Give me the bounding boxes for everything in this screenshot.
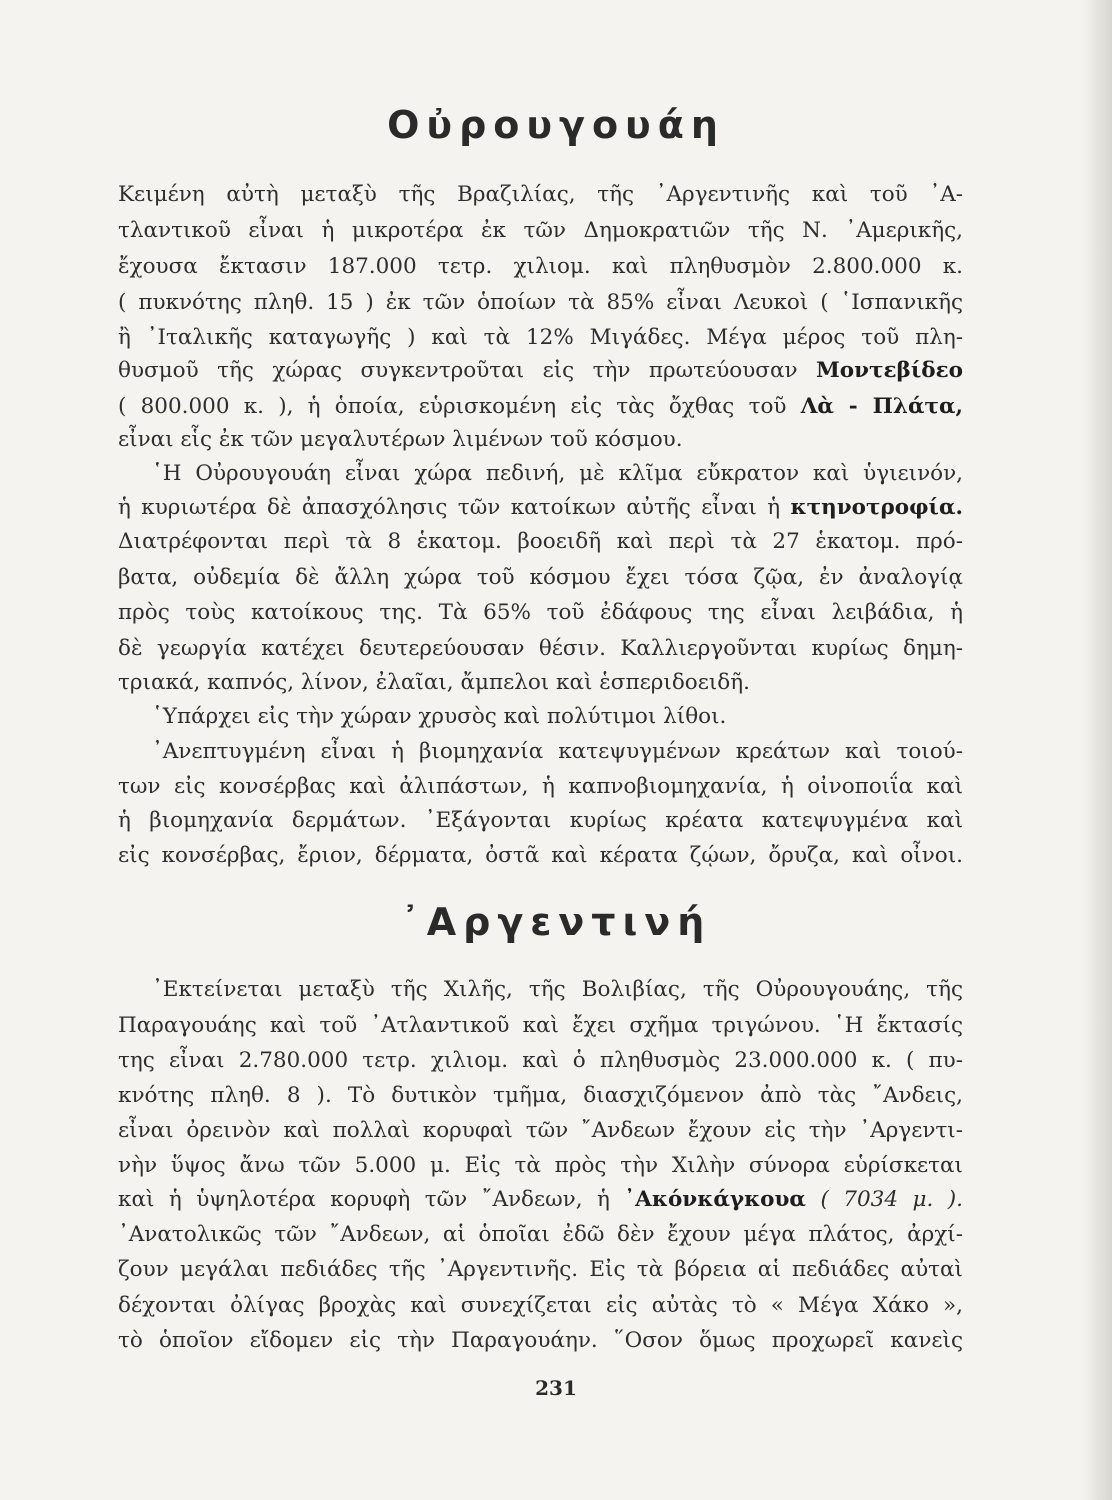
body-line: της εἶναι 2.780.000 τετρ. χιλιομ. καὶ ὁ πληθυσμὸς 23.000.000 κ. ( πυ-	[118, 1048, 963, 1073]
body-line: δέχονται ὀλίγας βροχὰς καὶ συνεχίζεται εἰς αὐτὰς τὸ « Μέγα Χάκο »,	[118, 1293, 963, 1318]
body-line: ζουν μεγάλαι πεδιάδες τῆς ᾿Αργεντινῆς. Εἰς τὰ βόρεια αἱ πεδιάδες αὐταὶ	[118, 1257, 963, 1282]
body-line: τλαντικοῦ εἶναι ἡ μικροτέρα ἐκ τῶν Δημοκρατιῶν τῆς Ν. ᾿Αμερικῆς,	[118, 218, 963, 243]
body-line: ῾Η Οὐρουγουάη εἶναι χώρα πεδινή, μὲ κλῖμα εὔκρατον καὶ ὑγιεινόν,	[152, 461, 963, 486]
body-line: Κειμένη αὐτὴ μεταξὺ τῆς Βραζιλίας, τῆς ᾿Αργεντινῆς καὶ τοῦ ᾿Α-	[118, 182, 963, 207]
body-line: Παραγουάης καὶ τοῦ ᾿Ατλαντικοῦ καὶ ἔχει σχῆμα τριγώνου. ῾Η ἔκτασίς	[118, 1013, 963, 1038]
body-line: Διατρέφονται περὶ τὰ 8 ἑκατομ. βοοειδῆ καὶ περὶ τὰ 27 ἑκατομ. πρό-	[118, 529, 963, 554]
body-line: εἶναι ὀρεινὸν καὶ πολλαὶ κορυφαὶ τῶν ῎Ανδεων ἔχουν εἰς τὴν ᾿Αργεντι-	[118, 1118, 963, 1143]
body-line: ᾿Ανεπτυγμένη εἶναι ἡ βιομηχανία κατεψυγμένων κρεάτων καὶ τοιού-	[152, 739, 963, 764]
body-line: τριακά, καπνός, λίνον, ἐλαῖαι, ἄμπελοι καὶ ἑσπεριδοειδῆ.	[118, 670, 750, 695]
page-edge-shadow	[1082, 0, 1112, 1500]
body-line: ( πυκνότης πληθ. 15 ) ἐκ τῶν ὁποίων τὰ 85% εἶναι Λευκοὶ ( ῾Ισπανικῆς	[118, 290, 963, 315]
body-line: πρὸς τοὺς κατοίκους της. Τὰ 65% τοῦ ἐδάφους της εἶναι λειβάδια, ἡ	[118, 600, 963, 625]
heading-uruguay: Οὐρουγουάη	[387, 103, 725, 147]
body-line: νὴν ὕψος ἄνω τῶν 5.000 μ. Εἰς τὰ πρὸς τὴν Χιλὴν σύνορα εὑρίσκεται	[118, 1153, 963, 1178]
body-line: ἡ κυριωτέρα δὲ ἀπασχόλησις τῶν κατοίκων αὐτῆς εἶναι ἡ κτηνοτροφία.	[118, 495, 963, 520]
body-line: ῾Υπάρχει εἰς τὴν χώραν χρυσὸς καὶ πολύτιμοι λίθοι.	[152, 704, 727, 729]
page-number: 231	[535, 1376, 577, 1400]
body-line: των εἰς κονσέρβας καὶ ἀλιπάστων, ἡ καπνοβιομηχανία, ἡ οἰνοποιΐα καὶ	[118, 774, 963, 799]
body-line: κνότης πληθ. 8 ). Τὸ δυτικὸν τμῆμα, διασχιζόμενον ἀπὸ τὰς ῎Ανδεις,	[118, 1083, 963, 1108]
bold-term: ᾿Ακόνκάγκουα	[624, 1187, 806, 1212]
body-line: καὶ ἡ ὑψηλοτέρα κορυφὴ τῶν ῎Ανδεων, ἡ ᾿Ακόνκάγκουα ( 7034 μ. ).	[118, 1187, 963, 1212]
body-line: ἔχουσα ἔκτασιν 187.000 τετρ. χιλιομ. καὶ πληθυσμὸν 2.800.000 κ.	[118, 254, 963, 279]
bold-term: Λὰ - Πλάτα,	[800, 394, 963, 419]
bold-term: Μοντεβίδεο	[815, 358, 963, 383]
body-line: θυσμοῦ τῆς χώρας συγκεντροῦται εἰς τὴν πρωτεύουσαν Μοντεβίδεο	[118, 358, 963, 383]
heading-argentina: ᾿Αργεντινή	[400, 900, 712, 944]
body-line: ᾿Ανατολικῶς τῶν ῎Ανδεων, αἱ ὁποῖαι ἐδῶ δὲν ἔχουν μέγα πλάτος, ἀρχί-	[118, 1222, 963, 1247]
body-line: ἡ βιομηχανία δερμάτων. ᾿Εξάγονται κυρίως κρέατα κατεψυγμένα καὶ	[118, 808, 963, 833]
body-line: εἰς κονσέρβας, ἔριον, δέρματα, ὀστᾶ καὶ κέρατα ζῴων, ὄρυζα, καὶ οἶνοι.	[118, 843, 963, 868]
body-line: εἶναι εἷς ἐκ τῶν μεγαλυτέρων λιμένων τοῦ κόσμου.	[118, 427, 683, 452]
body-line: βατα, οὐδεμία δὲ ἄλλη χώρα τοῦ κόσμου ἔχει τόσα ζῷα, ἐν ἀναλογίᾳ	[118, 565, 963, 590]
body-line: ᾿Εκτείνεται μεταξὺ τῆς Χιλῆς, τῆς Βολιβίας, τῆς Οὐρουγουάης, τῆς	[152, 977, 963, 1002]
body-line: δὲ γεωργία κατέχει δευτερεύουσαν θέσιν. Καλλιεργοῦνται κυρίως δημη-	[118, 636, 963, 661]
body-line: ( 800.000 κ. ), ἡ ὁποία, εὑρισκομένη εἰς τὰς ὄχθας τοῦ Λὰ - Πλάτα,	[118, 394, 963, 419]
bold-term: κτηνοτροφία.	[790, 495, 963, 520]
body-line: ἢ ᾿Ιταλικῆς καταγωγῆς ) καὶ τὰ 12% Μιγάδες. Μέγα μέρος τοῦ πλη-	[118, 325, 963, 350]
body-line: τὸ ὁποῖον εἴδομεν εἰς τὴν Παραγουάην. ῞Οσον ὅμως προχωρεῖ κανεὶς	[118, 1328, 963, 1353]
